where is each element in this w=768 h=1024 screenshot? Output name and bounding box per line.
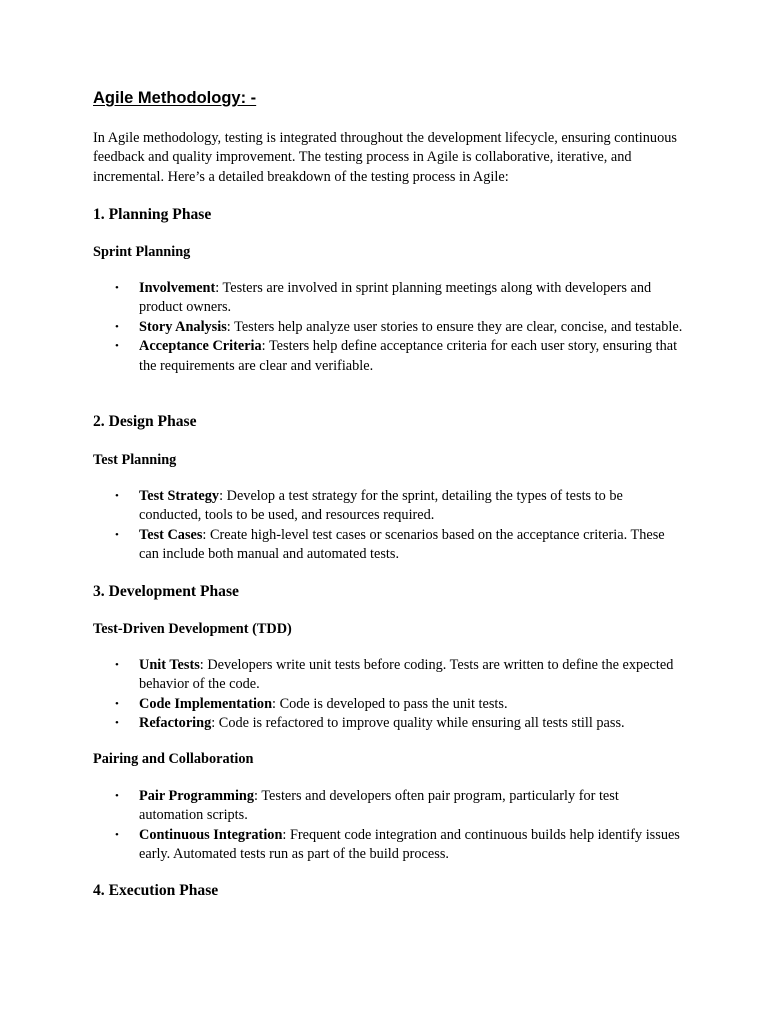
pairing-subheading: Pairing and Collaboration xyxy=(93,751,254,767)
bullet-icon: • xyxy=(115,282,119,294)
bullet-icon: • xyxy=(115,528,119,541)
sprint-planning-subheading: Sprint Planning xyxy=(93,244,191,260)
bullet-icon: • xyxy=(115,340,119,353)
list-item-term: Story Analysis xyxy=(139,318,227,335)
list-item-term: Involvement xyxy=(139,280,216,296)
list-item-term: Code Implementation xyxy=(139,695,273,712)
pairing-list xyxy=(93,787,683,865)
bullet-icon: • xyxy=(115,320,119,333)
bullet-icon: • xyxy=(115,828,119,841)
tdd-list xyxy=(93,656,683,734)
list-item xyxy=(93,656,683,695)
list-item-term: Pair Programming xyxy=(139,788,255,804)
list-item-text: : Code is refactored to improve quality while ensuring all tests still pass. xyxy=(211,715,625,732)
list-item xyxy=(93,826,683,865)
list-item-text: : Testers help analyze user stories to ensure they are clear, concise, and testable. xyxy=(226,318,683,335)
development-phase-heading: 3. Development Phase xyxy=(93,583,239,600)
test-planning-subheading: Test Planning xyxy=(93,452,177,468)
list-item xyxy=(93,487,683,526)
document-title: Agile Methodology: - xyxy=(93,89,257,107)
design-list xyxy=(93,487,683,565)
design-phase-heading: 2. Design Phase xyxy=(93,413,197,430)
list-item-term: Unit Tests xyxy=(139,657,200,673)
list-item xyxy=(93,337,683,376)
planning-list xyxy=(93,279,683,376)
list-item xyxy=(93,787,683,826)
list-item xyxy=(93,714,683,733)
list-item-text: : Testers help define acceptance criteria for each user story, ensuring that the requirements are clear and verifiable. xyxy=(139,338,678,374)
list-item-term: Test Strategy xyxy=(139,488,220,504)
list-item-text: : Testers and developers often pair program, particularly for test automation scripts. xyxy=(139,788,619,824)
planning-phase-heading: 1. Planning Phase xyxy=(93,206,212,223)
bullet-icon: • xyxy=(115,790,119,802)
bullet-icon: • xyxy=(115,659,119,671)
list-item xyxy=(93,526,683,565)
list-item-term: Test Cases xyxy=(139,526,203,543)
list-item xyxy=(93,695,683,714)
tdd-subheading: Test-Driven Development (TDD) xyxy=(93,621,292,637)
list-item-text: : Developers write unit tests before coding. Tests are written to define the expected behavior of the code. xyxy=(139,657,674,693)
bullet-icon: • xyxy=(115,697,119,710)
list-item xyxy=(93,279,683,318)
intro-paragraph: In Agile methodology, testing is integrated throughout the development lifecycle, ensuring continuous feedback and quality improvement. The testing process in Agile is collaborative, iterative, and incremental. Here’s a detailed breakdown of the testing process in Agile: xyxy=(93,130,677,185)
list-item-text: : Testers are involved in sprint planning meetings along with developers and product owners. xyxy=(139,280,652,316)
bullet-icon: • xyxy=(115,717,119,730)
list-item-text: : Frequent code integration and continuous builds help identify issues early. Automated tests run as part of the build process. xyxy=(139,826,680,863)
list-item-text: : Create high-level test cases or scenarios based on the acceptance criteria. These can include both manual and automated tests. xyxy=(139,526,665,563)
execution-phase-heading: 4. Execution Phase xyxy=(93,882,219,899)
bullet-icon: • xyxy=(115,490,119,502)
list-item xyxy=(93,318,683,337)
list-item-text: : Develop a test strategy for the sprint, detailing the types of tests to be conducted, tools to be used, and resources required. xyxy=(139,488,623,524)
list-item-term: Refactoring xyxy=(139,715,212,732)
list-item-text: : Code is developed to pass the unit tests. xyxy=(272,695,508,712)
list-item-term: Acceptance Criteria xyxy=(139,338,262,355)
list-item-term: Continuous Integration xyxy=(139,826,283,843)
